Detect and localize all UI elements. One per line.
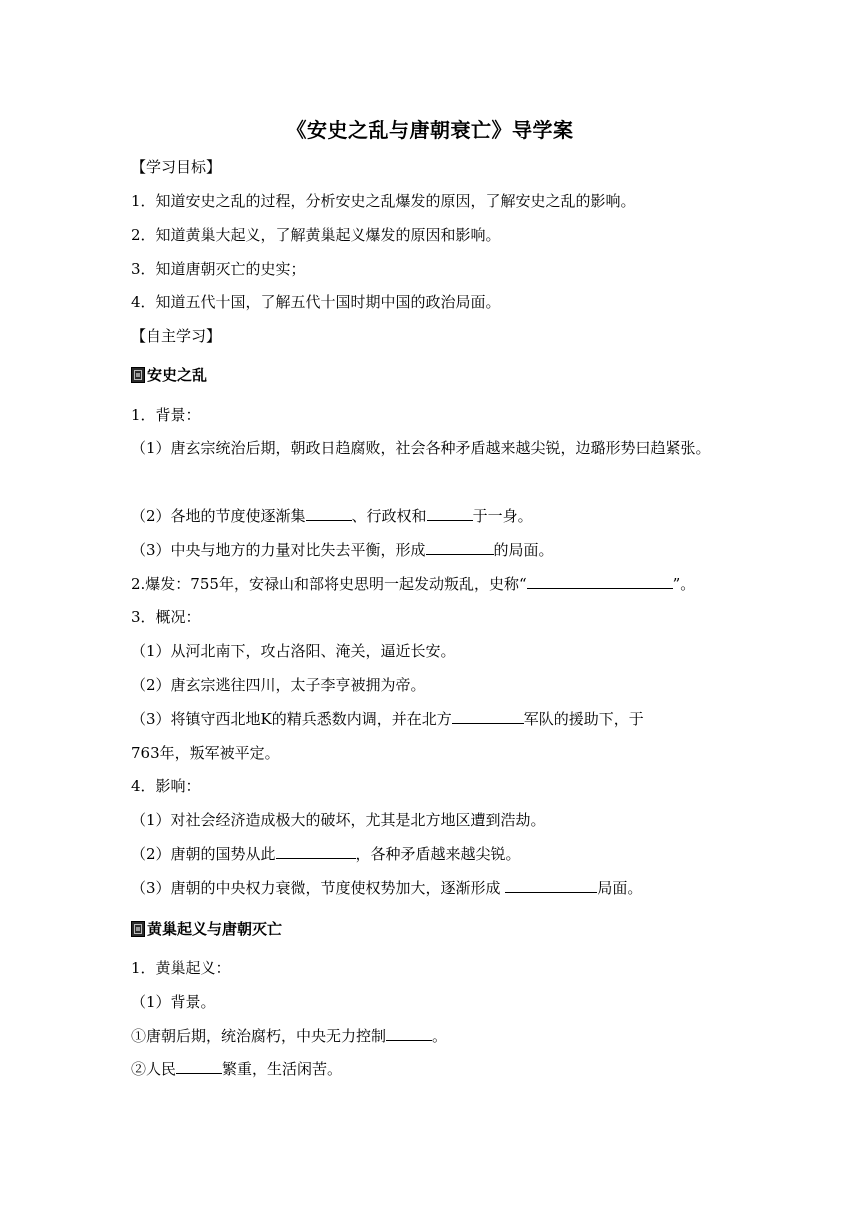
section-title: 安史之乱	[147, 366, 208, 384]
background-item-3	[131, 540, 741, 560]
text-fragment: （3）将镇守西北地K的精兵悉数内调，并在北方	[131, 710, 452, 728]
section-marker-icon	[131, 921, 145, 937]
text-fragment: 的局面。	[493, 541, 554, 559]
text-fragment: （2）唐朝的国势从此	[131, 845, 276, 863]
text-fragment: 繁重，生活闲苦。	[222, 1060, 343, 1078]
text-fragment: 。	[432, 1027, 448, 1045]
fill-blank[interactable]	[452, 709, 524, 724]
text-fragment: 于一身。	[472, 507, 533, 525]
uprising-background-label: （1）背景。	[131, 993, 216, 1011]
text-fragment: 局面。	[597, 879, 643, 897]
section-marker-icon	[131, 367, 145, 383]
impact-item-3	[131, 878, 741, 898]
objective-item-1: 1．知道安史之乱的过程，分析安史之乱爆发的原因，了解安史之乱的影响。	[131, 192, 636, 210]
impact-label: 4．影响：	[131, 777, 201, 795]
fill-blank[interactable]	[505, 878, 597, 893]
self-study-heading: 【自主学习】	[131, 327, 222, 345]
uprising-point-1	[131, 1026, 741, 1046]
fill-blank[interactable]	[427, 506, 473, 521]
uprising-label: 1．黄巢起义：	[131, 959, 231, 977]
fill-blank[interactable]	[306, 506, 352, 521]
outbreak-item	[131, 574, 741, 594]
text-fragment: 军队的援助下，于	[523, 710, 644, 728]
objective-item-4: 4．知道五代十国，了解五代十国时期中国的政治局面。	[131, 293, 501, 311]
text-fragment: （2）各地的节度使逐渐集	[131, 507, 306, 525]
text-fragment: 、行政权和	[351, 507, 427, 525]
impact-item-1: （1）对社会经济造成极大的破坏，尤其是北方地区遭到浩劫。	[131, 811, 546, 829]
section-heading-huangchao	[131, 918, 282, 939]
objective-item-3: 3．知道唐朝灭亡的史实；	[131, 260, 306, 278]
background-item-1: （1）唐玄宗统治后期，朝政日趋腐败，社会各种矛盾越来越尖锐，边璐形势曰趋紧张。	[131, 439, 711, 457]
overview-item-3	[131, 709, 741, 729]
overview-label: 3．概况：	[131, 608, 201, 626]
page-title: 《安史之乱与唐朝衰亡》导学案	[286, 118, 574, 142]
fill-blank[interactable]	[176, 1059, 222, 1074]
text-fragment: （3）唐朝的中央权力衰微，节度使权势加大，逐渐形成	[131, 879, 506, 897]
text-fragment: ①唐朝后期，统治腐朽，中央无力控制	[131, 1027, 387, 1045]
overview-item-1: （1）从河北南下，攻占洛阳、淹关，逼近长安。	[131, 642, 456, 660]
uprising-point-2	[131, 1059, 741, 1079]
background-label: 1．背景：	[131, 406, 201, 424]
section-title: 黄巢起义与唐朝灭亡	[147, 920, 283, 938]
objectives-heading: 【学习目标】	[131, 158, 222, 176]
impact-item-2	[131, 844, 741, 864]
section-heading-anshi	[131, 364, 207, 385]
fill-blank[interactable]	[386, 1026, 432, 1041]
text-fragment: 2.爆发：755年，安禄山和部将史思明一起发动叛乱，史称“	[131, 575, 527, 593]
text-fragment: ②人民	[131, 1060, 177, 1078]
text-fragment: （3）中央与地方的力量对比失去平衡，形成	[131, 541, 426, 559]
objective-item-2: 2．知道黄巢大起义，了解黄巢起义爆发的原因和影响。	[131, 226, 501, 244]
background-item-2	[131, 506, 741, 526]
fill-blank[interactable]	[426, 540, 494, 555]
fill-blank[interactable]	[527, 574, 673, 589]
overview-item-2: （2）唐玄宗逃往四川，太子李亨被拥为帝。	[131, 676, 426, 694]
text-fragment: ”。	[672, 575, 696, 593]
fill-blank[interactable]	[276, 844, 356, 859]
text-fragment: ，各种矛盾越来越尖锐。	[355, 845, 521, 863]
overview-item-3-cont: 763年，叛军被平定。	[131, 744, 280, 762]
